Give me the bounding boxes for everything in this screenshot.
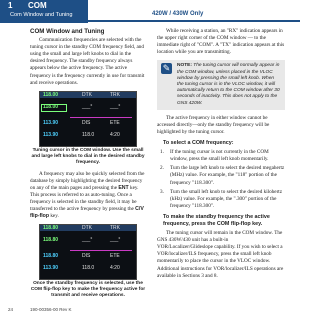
vloc-standby: 113.90 <box>43 265 59 272</box>
vloc-active: 113.90 <box>43 119 59 126</box>
procedure-steps <box>157 149 285 210</box>
field-label: ETE <box>110 119 120 126</box>
page-number: 24 <box>8 307 14 312</box>
active-frequency-paragraph: The active frequency in either window cannot be accessed directly—only the standby frequency will be highlighted by the tuning cursor. <box>157 114 270 135</box>
figure-caption-1: Tuning cursor in the COM window. Use the small and large left knobs to dial in the desired standby frequency. <box>31 147 145 165</box>
field-value: ___° <box>82 103 93 110</box>
field-label: TRK <box>110 225 120 232</box>
procedure-step: 3. Turn the small left knob to select the desired kilohertz (kHz) value. For example, the ".300" portion of the frequency "118.300". <box>160 188 283 209</box>
field-label: DIS <box>82 253 91 260</box>
step-text: Turn the small left knob to select the desired kilohertz (kHz) value. For example, the ".300" portion of the frequency "118.300". <box>170 188 283 209</box>
procedure-step: 1. If the tuning cursor is not currently in the COM window, press the small left knob momentarily. <box>160 149 269 163</box>
screen-image-2 <box>39 224 137 280</box>
auto-tune-paragraph <box>30 171 146 221</box>
chapter-title: COM <box>28 1 47 10</box>
com-active: 118.00 <box>43 91 59 98</box>
procedure-heading: To make the standby frequency the active frequency, press the COM flip-flop key. <box>163 213 270 228</box>
chapter-number: 1 <box>8 1 13 10</box>
document-id: 190-00356-00 Rev K <box>30 307 72 312</box>
vloc-paragraph: The tuning cursor will remain in the COM window. The GNS 430W/430 unit has a built-in VOR/Localizer/Glideslope capability. If you wish to select a VOR/localizer/ILS frequency, press the small left knob momentarily to place the cursor in the VLOC window. Additional instructions for VOR/localizer/ILS operations are available in Sections 3 and 8. <box>157 230 284 279</box>
step-text: If the tuning cursor is not currently in the COM window, press the small left knob momentarily. <box>170 149 269 163</box>
note-icon: ✎ <box>162 63 171 74</box>
field-label: DIS <box>82 119 91 126</box>
step-text: Turn the large left knob to select the desired megahertz (MHz) value. For example, the "118" portion of the frequency "118.300". <box>170 165 285 186</box>
field-label: DTK <box>82 91 92 98</box>
key-name: C/V flip-flop <box>30 206 144 220</box>
field-value: ___° <box>110 103 121 110</box>
note-label: NOTE: <box>177 63 192 69</box>
text-run: A frequency may also be quickly selected from the database by simply highlighting the desired frequency on any of the main pages and pressing the <box>30 170 145 191</box>
note-text: The tuning cursor will normally appear in the COM window, unless placed in the VLOC window by pressing the small left knob. When the tuning cursor is in the VLOC window, it will automatically return to the COM window after 30 seconds of inactivity. This does not apply to the GNS 420W. <box>177 63 280 106</box>
field-label: DTK <box>82 225 92 232</box>
procedure-heading: To select a COM frequency: <box>163 140 234 147</box>
field-value: ___° <box>110 237 121 244</box>
chapter-tab <box>0 0 88 23</box>
note-box <box>157 60 285 109</box>
header-rule <box>88 20 300 22</box>
section-title: Com Window and Tuning <box>10 12 73 18</box>
route-line <box>70 117 132 118</box>
model-note: 420W / 430W Only <box>152 11 204 17</box>
field-value: 4:20 <box>110 265 120 272</box>
com-standby: 118.80 <box>43 237 59 244</box>
figure-caption-2: Once the standby frequency is selected, use the COM flip-flop key to make the frequency active for transmit and receive operations. <box>30 281 146 299</box>
com-standby: 118.00 <box>43 103 59 110</box>
left-column <box>30 28 146 304</box>
field-label: ETE <box>110 253 120 260</box>
field-label: TRK <box>110 91 120 98</box>
text-run: key. <box>50 213 59 220</box>
field-value: 118.0 <box>82 265 95 272</box>
intro-paragraph: Communication frequencies are selected with the tuning cursor in the standby COM frequency field, and using the small and large left knobs to dial in the desired frequency. The standby frequency always appears below the active frequency. The active frequency is the frequency currently in use for transmit and receive operations. <box>30 37 145 86</box>
section-heading: COM Window and Tuning <box>30 28 105 35</box>
field-value: 4:20 <box>110 131 120 138</box>
page-header <box>0 0 300 23</box>
field-value: 118.0 <box>82 131 95 138</box>
vloc-standby: 113.90 <box>43 131 59 138</box>
rx-tx-paragraph: While receiving a station, an "RX" indication appears in the upper right corner of the COM window — to the immediate right of "COM". A "TX" indication appears at this location while you are transmitting. <box>157 28 285 56</box>
screen-image-1 <box>39 91 137 147</box>
text-run: key. This process is referred to as auto-tuning. Once a frequency is selected in the standby field, it may be transferred to the active frequency by pressing the <box>30 184 139 213</box>
right-column <box>157 28 285 284</box>
com-active: 118.80 <box>43 225 59 232</box>
procedure-step: 2. Turn the large left knob to select the desired megahertz (MHz) value. For example, the "118" portion of the frequency "118.300". <box>160 165 285 186</box>
route-line <box>70 250 132 251</box>
key-name: ENT <box>118 184 129 191</box>
vloc-active: 118.80 <box>43 253 59 260</box>
field-value: ___° <box>82 237 93 244</box>
